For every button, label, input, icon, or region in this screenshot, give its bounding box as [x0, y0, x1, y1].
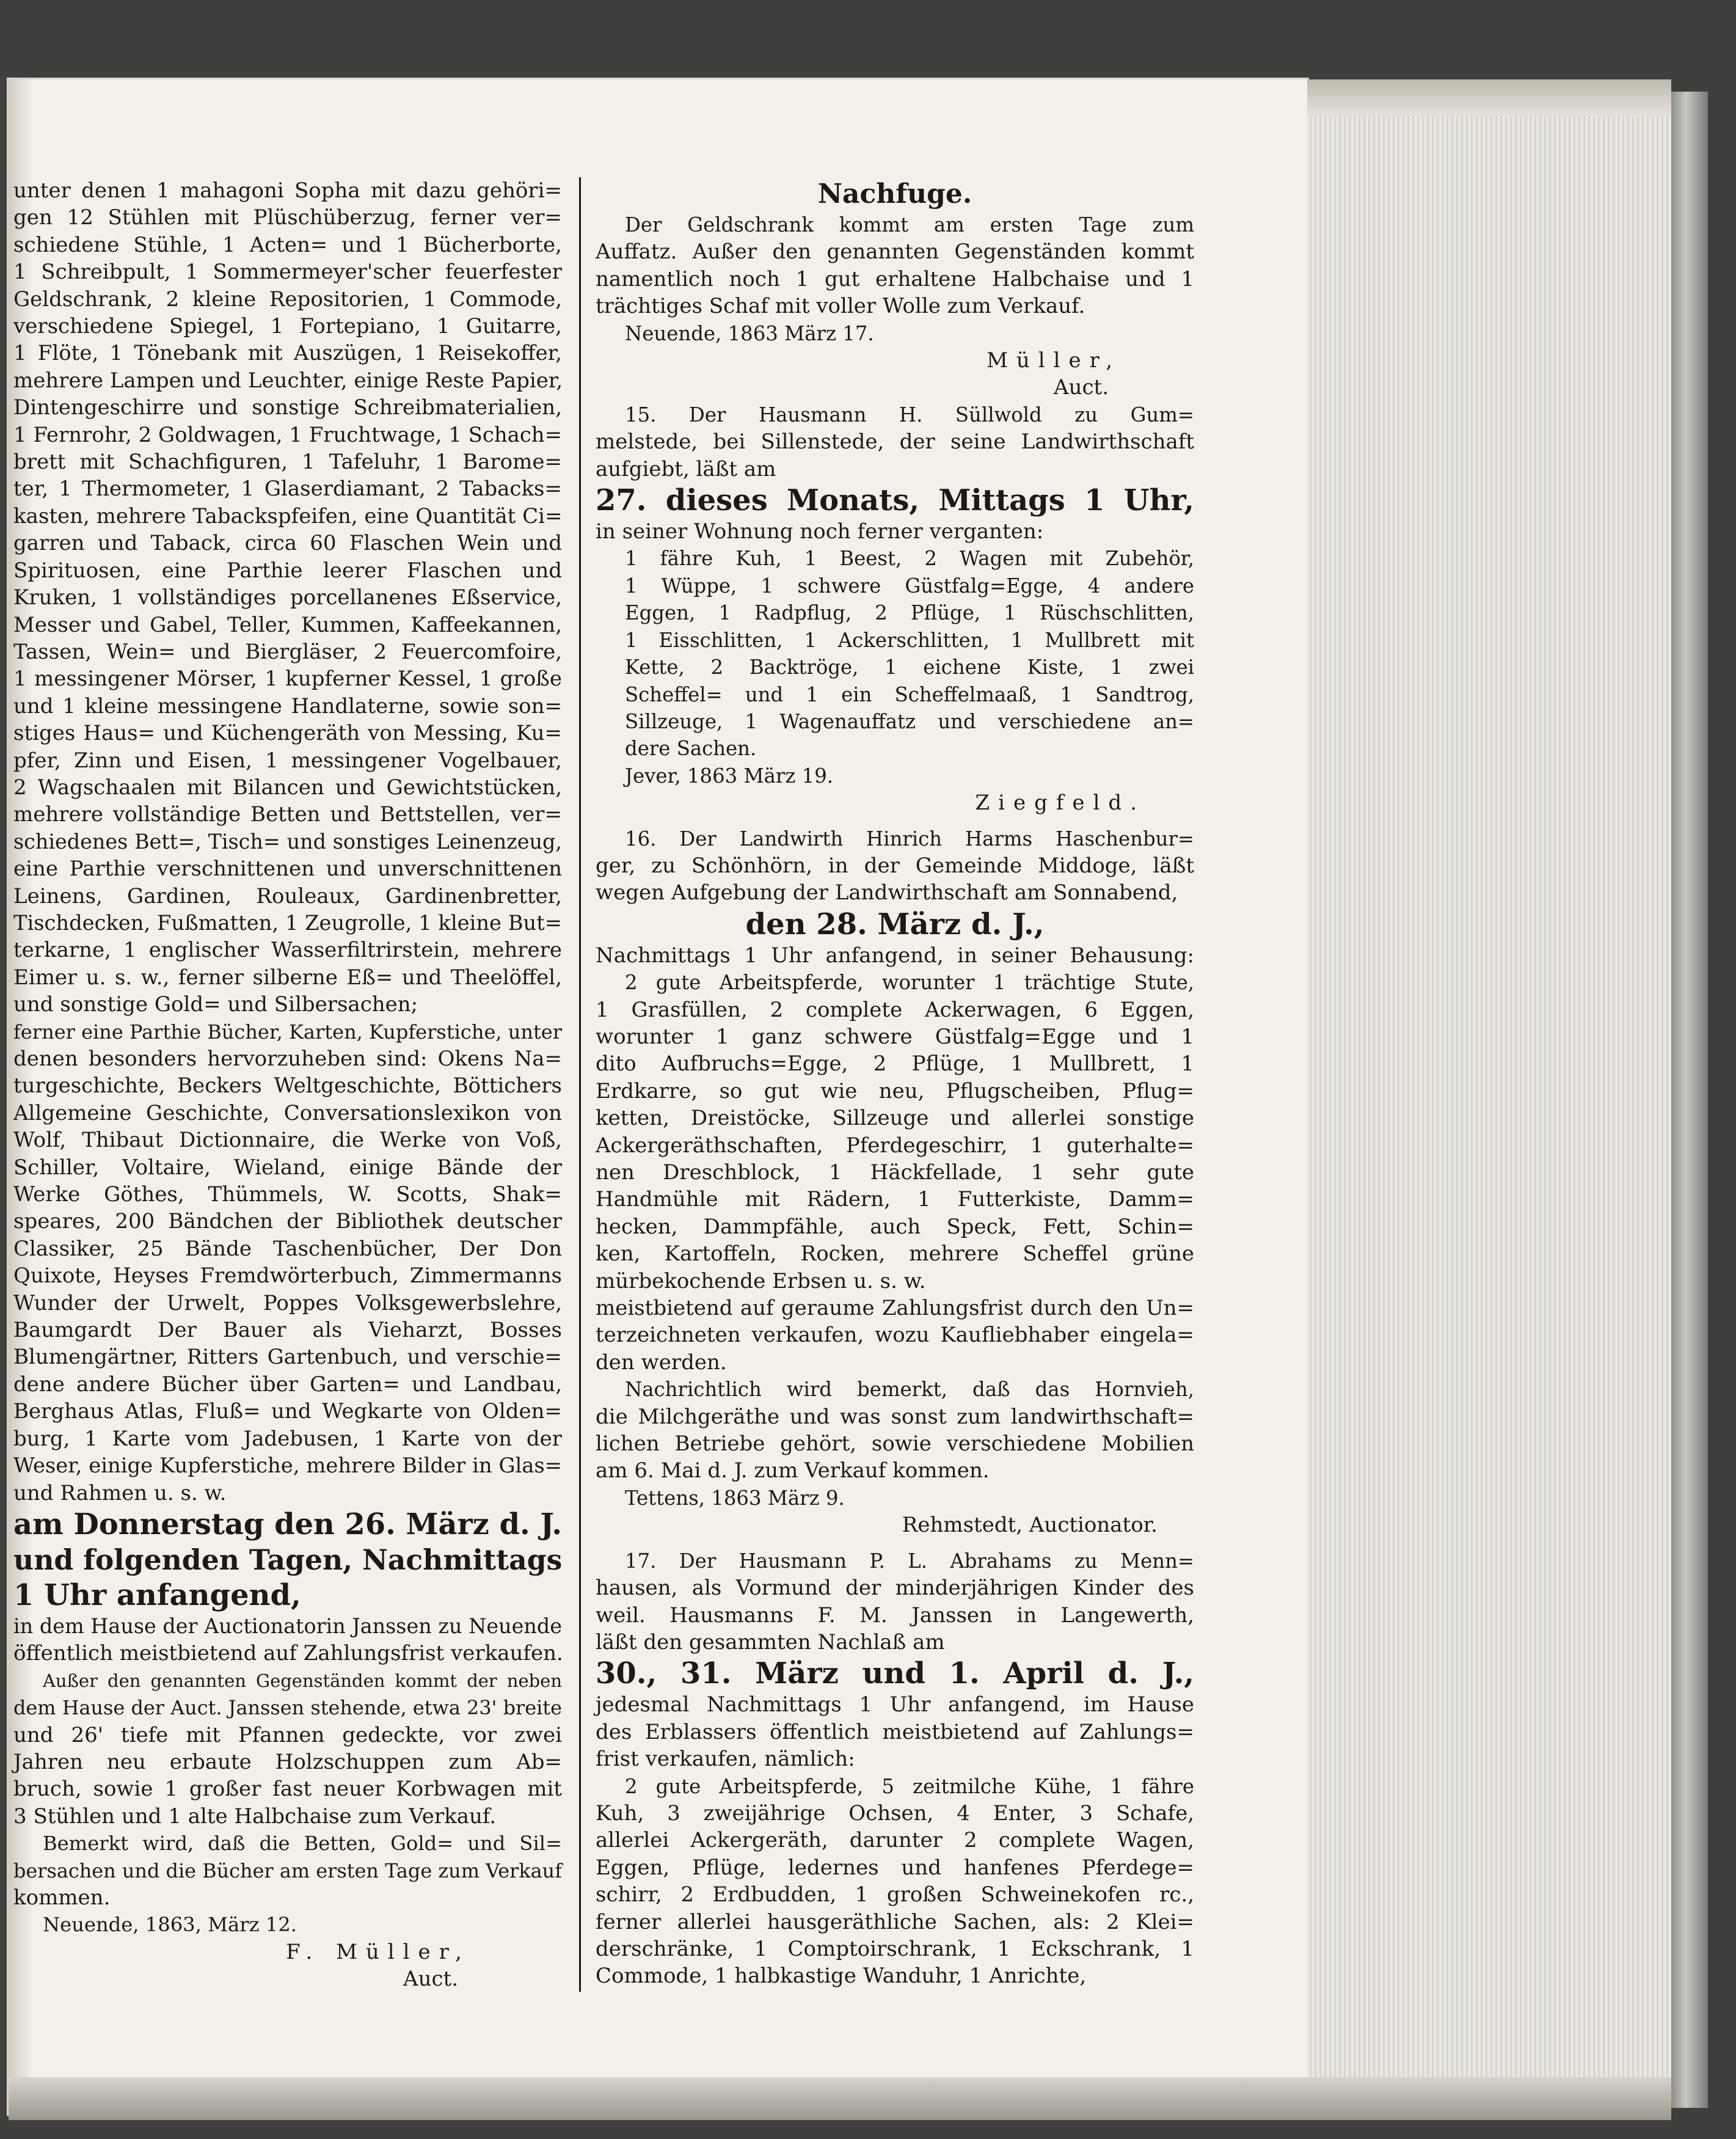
listing-line: mehrere vollständige Betten und Bettstellen, ver= [13, 802, 562, 827]
notice-16-intro [596, 825, 1194, 907]
listing-line: kasten, mehrere Tabackspfeifen, eine Quantität Ci= [13, 503, 563, 528]
notice-17-date: 30., 31. März und 1. April d. J., [596, 1656, 1194, 1691]
nachfuge-signature-title: Auct. [1054, 375, 1109, 400]
left-signature: F. Müller, [286, 1939, 470, 1964]
notice-line: den werden. [596, 1350, 727, 1375]
listing-line: Eimer u. s. w., ferner silberne Eß= und Theelöffel, [13, 965, 562, 990]
notice-line: 2 gute Arbeitspferde, worunter 1 trächtige Stute, [625, 971, 1194, 995]
listing-line: 1 messingener Mörser, 1 kupferner Kessel, 1 große [13, 667, 562, 692]
notice-15-body [596, 518, 1194, 762]
auction-date-line: 1 Uhr anfangend, [13, 1578, 301, 1612]
notice-15-signature: Ziegfeld. [975, 791, 1145, 816]
notice-line: dere Sachen. [625, 737, 757, 761]
book-cover-edge [1671, 92, 1708, 2108]
listing-line: pfer, Zinn und Eisen, 1 messingener Vogelbauer, [13, 748, 562, 773]
listing-line: turgeschichte, Beckers Weltgeschichte, Böttichers [13, 1073, 562, 1099]
notice-line: 1 Wüppe, 1 schwere Güstfalg=Egge, 4 andere [625, 574, 1194, 598]
nachfuge-signature: Müller, [987, 348, 1121, 373]
notice-line: 17. Der Hausmann P. L. Abrahams zu Menn= [625, 1549, 1194, 1573]
notice-line: allerlei Ackergeräth, darunter 2 complete Wagen, [596, 1828, 1194, 1853]
listing-line: dem Hause der Auct. Janssen stehende, etwa 23' breite [13, 1696, 562, 1720]
listing-line: Jahren neu erbaute Holzschuppen zum Ab= [13, 1749, 562, 1774]
notice-line: melstede, bei Sillenstede, der seine Landwirthschaft [596, 430, 1194, 455]
notice-line: hausen, als Vormund der minderjährigen Kinder des [596, 1576, 1194, 1601]
notice-17-body [596, 1691, 1194, 1989]
notice-line: 1 Eisschlitten, 1 Ackerschlitten, 1 Mullbrett mit [625, 628, 1194, 652]
notice-15-intro [596, 401, 1194, 483]
notice-line: hecken, Dammpfähle, auch Speck, Fett, Schin= [596, 1214, 1194, 1239]
notice-line: Handmühle mit Rädern, 1 Futterkiste, Damm= [596, 1187, 1194, 1212]
notice-line: dito Aufbruchs=Egge, 2 Pflüge, 1 Mullbrett, 1 [596, 1051, 1194, 1077]
listing-line: 1 Flöte, 1 Tönebank mit Auszügen, 1 Reisekoffer, [13, 341, 562, 366]
listing-line: 1 Fernrohr, 2 Goldwagen, 1 Fruchtwage, 1 Schach= [13, 422, 562, 447]
listing-line: Allgemeine Geschichte, Conversationslexikon von [13, 1100, 562, 1125]
nachfuge-line: namentlich noch 1 gut erhaltene Halbchaise und 1 [596, 266, 1194, 291]
notice-line: nen Dreschblock, 1 Häckfellade, 1 sehr gute [596, 1160, 1194, 1185]
notice-line: 1 Grasfüllen, 2 complete Ackerwagen, 6 Eggen, [596, 997, 1194, 1022]
listing-line: Dintengeschirre und sonstige Schreibmaterialien, [13, 395, 562, 420]
nachfuge-dateline: Neuende, 1863 März 17. [625, 321, 874, 345]
notice-line: derschränke, 1 Comptoirschrank, 1 Eckschrank, 1 [596, 1936, 1194, 1961]
listing-line: Außer den genannten Gegenständen kommt der neben [43, 1670, 562, 1691]
listing-line: Bemerkt wird, daß die Betten, Gold= und Sil= [43, 1832, 562, 1856]
notice-line: ken, Kartoffeln, Rocken, mehrere Scheffel grüne [596, 1241, 1194, 1267]
listing-line: Spirituosen, eine Parthie leerer Flaschen und [13, 558, 562, 583]
notice-line: Kette, 2 Backtröge, 1 eichene Kiste, 1 zwei [625, 656, 1194, 679]
notice-line: wegen Aufgebung der Landwirthschaft am Sonnabend, [596, 880, 1178, 905]
nachfuge-line: Der Geldschrank kommt am ersten Tage zum [625, 213, 1194, 236]
listing-line: gen 12 Stühlen mit Plüschüberzug, ferner ver= [13, 205, 562, 230]
nachfuge-heading: Nachfuge. [817, 178, 972, 210]
notice-line: 15. Der Hausmann H. Süllwold zu Gum= [625, 403, 1194, 426]
listing-line: Leinens, Gardinen, Rouleaux, Gardinenbretter, [13, 883, 562, 909]
column-rule [579, 177, 581, 1992]
book-bottom-edge [9, 2077, 1671, 2120]
notice-line: Commode, 1 halbkastige Wanduhr, 1 Anrichte, [596, 1964, 1087, 1989]
auction-date-line: am Donnerstag den 26. März d. J. [13, 1507, 562, 1541]
right-column [596, 177, 1194, 1990]
nachfuge-line: Auffatz. Außer den genannten Gegenständen kommt [596, 239, 1194, 265]
listing-line: mehrere Lampen und Leuchter, einige Reste Papier, [13, 368, 563, 393]
listing-line: Wunder der Urwelt, Poppes Volksgewerbslehre, [13, 1290, 562, 1315]
listing-line: schiedenes Bett=, Tisch= und sonstiges Leinenzeug, [13, 829, 562, 854]
listing-line: denen besonders hervorzuheben sind: Okens Na= [13, 1047, 562, 1071]
notice-line: meistbietend auf geraume Zahlungsfrist durch den Un= [596, 1296, 1194, 1321]
listing-line: in dem Hause der Auctionatorin Janssen zu Neuende [13, 1614, 562, 1638]
notice-16-dateline: Tettens, 1863 März 9. [625, 1486, 845, 1510]
left-listing-text [13, 177, 562, 1507]
listing-line: Wolf, Thibaut Dictionnaire, die Werke von Voß, [13, 1128, 562, 1153]
left-column [13, 177, 562, 1993]
notice-line: in seiner Wohnung noch ferner verganten: [596, 519, 1044, 544]
listing-line: ter, 1 Thermometer, 1 Glaserdiamant, 2 Tabacks= [13, 477, 562, 502]
listing-line: Schiller, Voltaire, Wieland, einige Bände der [13, 1155, 562, 1180]
listing-line: Quixote, Heyses Fremdwörterbuch, Zimmermanns [13, 1263, 562, 1289]
listing-line: schiedene Stühle, 1 Acten= und 1 Bücherborte, [13, 232, 562, 257]
notice-line: Eggen, Pflüge, ledernes und hanfenes Pferdege= [596, 1855, 1194, 1880]
listing-line: dene andere Bücher über Garten= und Landbau, [13, 1372, 562, 1397]
listing-line: und Rahmen u. s. w. [13, 1480, 227, 1505]
listing-line: Kruken, 1 vollständiges porcellanenes Eßservice, [13, 585, 562, 610]
listing-line: stiges Haus= und Küchengeräth von Messing, Ku= [13, 721, 562, 746]
notice-line: Eggen, 1 Radpflug, 2 Pflüge, 1 Rüschschlitten, [625, 601, 1194, 625]
notice-line: Scheffel= und 1 ein Scheffelmaaß, 1 Sandtrog, [625, 682, 1194, 706]
left-listing-text-2 [13, 1613, 562, 1911]
notice-line: aufgiebt, läßt am [596, 456, 776, 481]
notice-16-body [596, 942, 1194, 1485]
notice-line: die Milchgeräthe und was sonst zum landwirthschaft= [596, 1404, 1194, 1429]
notice-17-intro [596, 1548, 1194, 1656]
listing-line: Tischdecken, Fußmatten, 1 Zeugrolle, 1 kleine But= [13, 910, 562, 935]
notice-line: Sillzeuge, 1 Wagenauffatz und verschiedene an= [625, 709, 1194, 733]
notice-line: Nachmittags 1 Uhr anfangend, in seiner Behausung: [596, 943, 1194, 968]
notice-line: ferner allerlei hausgeräthliche Sachen, als: 2 Klei= [596, 1909, 1194, 1934]
listing-line: verschiedene Spiegel, 1 Fortepiano, 1 Guitarre, [13, 314, 562, 339]
listing-line: Tassen, Wein= und Biergläser, 2 Feuercomfoire, [13, 639, 562, 664]
listing-line: Classiker, 25 Bände Taschenbücher, Der Don [13, 1236, 562, 1261]
nachfuge-line: trächtiges Schaf mit voller Wolle zum Verkauf. [596, 294, 1085, 319]
notice-line: läßt den gesammten Nachlaß am [596, 1629, 945, 1655]
listing-line: 2 Wagschaalen mit Bilancen und Gewichtstücken, [13, 775, 562, 800]
notice-line: weil. Hausmanns F. M. Janssen in Langewerth, [596, 1603, 1194, 1628]
notice-line: Nachrichtlich wird bemerkt, daß das Hornvieh, [625, 1378, 1194, 1402]
notice-line: mürbekochende Erbsen u. s. w. [596, 1268, 926, 1293]
listing-line: garren und Taback, circa 60 Flaschen Wein und [13, 531, 562, 556]
listing-line: speares, 200 Bändchen der Bibliothek deutscher [13, 1209, 562, 1234]
listing-line: unter denen 1 mahagoni Sopha mit dazu gehöri= [13, 178, 562, 203]
listing-line: bruch, sowie 1 großer fast neuer Korbwagen mit [13, 1777, 562, 1802]
nachfuge-text [596, 211, 1194, 320]
notice-line: am 6. Mai d. J. zum Verkauf kommen. [596, 1458, 990, 1483]
listing-line: Werke Göthes, Thümmels, W. Scotts, Shak= [13, 1182, 562, 1207]
listing-line: ferner eine Parthie Bücher, Karten, Kupferstiche, unter [13, 1020, 563, 1044]
notice-line: Kuh, 3 zweijährige Ochsen, 4 Enter, 3 Schafe, [596, 1801, 1194, 1826]
notice-line: 16. Der Landwirth Hinrich Harms Haschenbur= [625, 827, 1194, 850]
left-signature-title: Auct. [403, 1967, 458, 1992]
listing-line: kommen. [13, 1885, 111, 1910]
notice-16-date: den 28. März d. J., [745, 907, 1045, 942]
notice-line: des Erblassers öffentlich meistbietend auf Zahlungs= [596, 1719, 1194, 1744]
notice-line: Erdkarre, so gut wie neu, Pflugscheiben, Pflug= [596, 1078, 1194, 1103]
book-top-edge [1307, 79, 1671, 116]
notice-line: lichen Betriebe gehört, sowie verschiedene Mobilien [596, 1431, 1194, 1457]
listing-line: terkarne, 1 englischer Wasserfiltrirstein, mehrere [13, 938, 562, 963]
notice-line: worunter 1 ganz schwere Güstfalg=Egge und 1 [596, 1024, 1194, 1049]
listing-line: Baumgardt Der Bauer als Vieharzt, Bosses [13, 1318, 562, 1343]
listing-line: und sonstige Gold= und Silbersachen; [13, 992, 418, 1017]
notice-line: jedesmal Nachmittags 1 Uhr anfangend, im Hause [596, 1692, 1194, 1717]
listing-line: öffentlich meistbietend auf Zahlungsfrist verkaufen. [13, 1641, 563, 1666]
listing-line: 1 Schreibpult, 1 Sommermeyer'scher feuerfester [13, 260, 562, 285]
notice-line: 1 fähre Kuh, 1 Beest, 2 Wagen mit Zubehör, [625, 547, 1194, 571]
book-page-block [1307, 79, 1671, 2108]
listing-line: Berghaus Atlas, Fluß= und Wegkarte von Olden= [13, 1399, 562, 1424]
left-dateline: Neuende, 1863, März 12. [43, 1913, 297, 1937]
notice-line: ger, zu Schönhörn, in der Gemeinde Middoge, läßt [596, 853, 1194, 878]
notice-line: frist verkaufen, nämlich: [596, 1747, 855, 1772]
notice-15-date: 27. dieses Monats, Mittags 1 Uhr, [596, 483, 1194, 518]
listing-line: Blumengärtner, Ritters Gartenbuch, und verschie= [13, 1345, 562, 1370]
notice-line: Ackergeräthschaften, Pferdegeschirr, 1 guterhalte= [596, 1133, 1194, 1158]
listing-line: 3 Stühlen und 1 alte Halbchaise zum Verkauf. [13, 1804, 497, 1829]
notice-line: 2 gute Arbeitspferde, 5 zeitmilche Kühe, 1 fähre [625, 1774, 1194, 1798]
notice-15-dateline: Jever, 1863 März 19. [625, 764, 834, 788]
notice-line: terzeichneten verkaufen, wozu Kaufliebhaber eingela= [596, 1323, 1194, 1348]
listing-line: und 26' tiefe mit Pfannen gedeckte, vor zwei [13, 1722, 562, 1747]
listing-line: brett mit Schachfiguren, 1 Tafeluhr, 1 Barome= [13, 450, 562, 475]
left-auction-date [13, 1507, 562, 1613]
notice-16-signature: Rehmstedt, Auctionator. [902, 1513, 1158, 1538]
notice-line: schirr, 2 Erdbudden, 1 großen Schweinekofen rc., [596, 1882, 1194, 1907]
notice-line: ketten, Dreistöcke, Sillzeuge und allerlei sonstige [596, 1106, 1194, 1131]
listing-line: Messer und Gabel, Teller, Kummen, Kaffeekannen, [13, 612, 562, 637]
listing-line: bersachen und die Bücher am ersten Tage zum Verkauf [13, 1859, 562, 1882]
listing-line: Weser, einige Kupferstiche, mehrere Bilder in Glas= [13, 1453, 562, 1478]
listing-line: und 1 kleine messingene Handlaterne, sowie son= [13, 693, 562, 718]
listing-line: Geldschrank, 2 kleine Repositorien, 1 Commode, [13, 287, 562, 312]
auction-date-line: und folgenden Tagen, Nachmittags [13, 1543, 563, 1576]
listing-line: eine Parthie verschnittenen und unverschnittenen [13, 857, 562, 882]
listing-line: burg, 1 Karte vom Jadebusen, 1 Karte von der [13, 1426, 562, 1451]
